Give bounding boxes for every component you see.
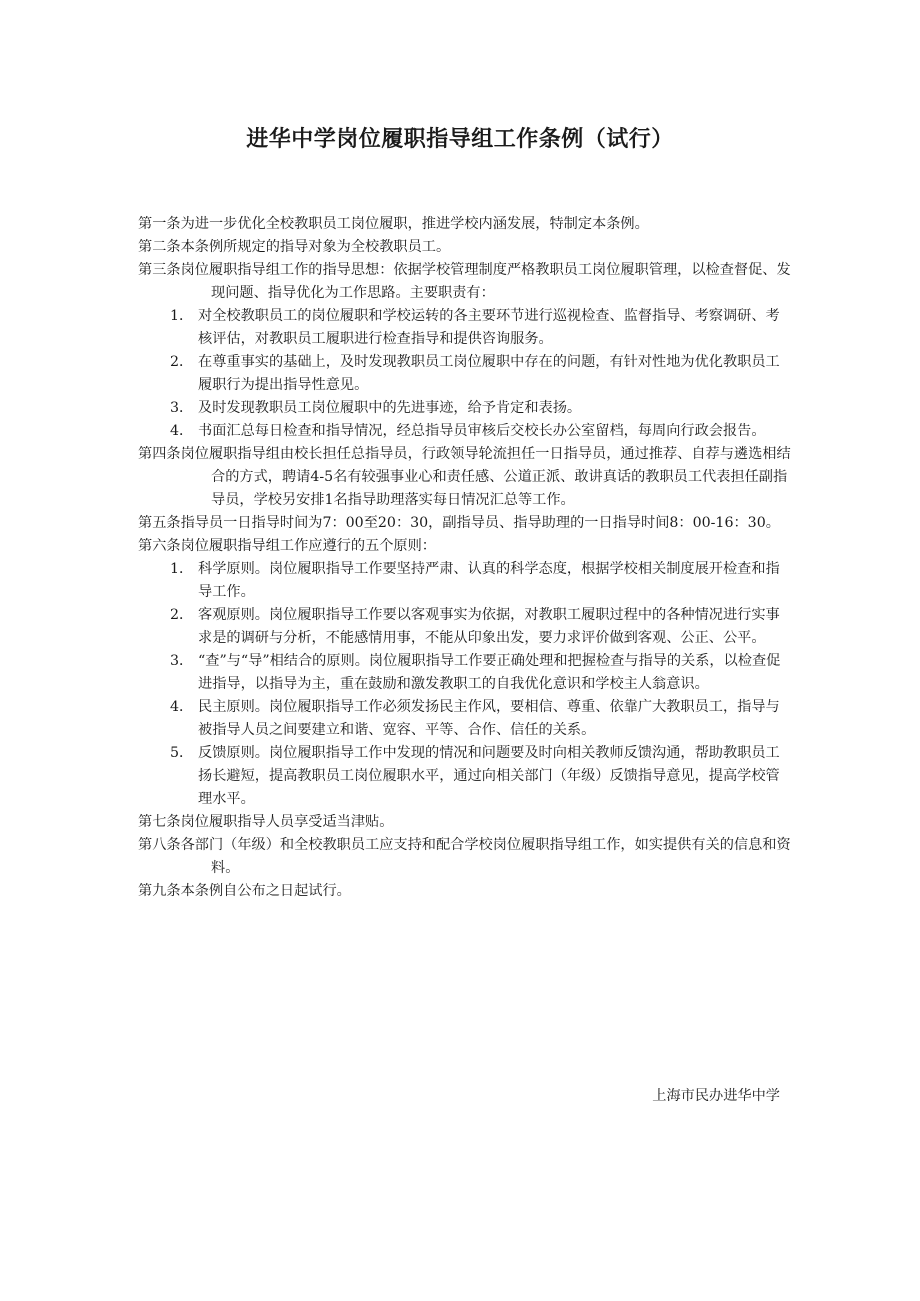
article-8: 第八条各部门（年级）和全校教职员工应支持和配合学校岗位履职指导组工作，如实提供有关的信息和资料。 xyxy=(138,837,791,876)
document-body xyxy=(138,213,793,903)
list-item-number: 1． xyxy=(170,561,194,577)
list-item-number: 3． xyxy=(170,653,194,669)
article-7: 第七条岗位履职指导人员享受适当津贴。 xyxy=(138,814,394,830)
article-5: 第五条指导员一日指导时间为7：00至20：30，副指导员、指导助理的一日指导时间8：00-16：30。 xyxy=(138,515,780,531)
list-item-number: 1． xyxy=(170,308,194,324)
article-4: 第四条岗位履职指导组由校长担任总指导员，行政领导轮流担任一日指导员，通过推荐、自荐与遴选相结合的方式，聘请4-5名有较强事业心和责任感、公道正派、敢讲真话的教职员工代表担任副指导员，学校另安排1名指导助理落实每日情况汇总等工作。 xyxy=(138,446,791,508)
article-2: 第二条本条例所规定的指导对象为全校教职员工。 xyxy=(138,239,451,255)
list-item-text: 科学原则。岗位履职指导工作要坚持严肃、认真的科学态度，根据学校相关制度展开检查和指导工作。 xyxy=(198,561,780,600)
list-item xyxy=(138,650,793,696)
document-title: 进华中学岗位履职指导组工作条例（试行） xyxy=(246,127,674,152)
list-item-number: 2． xyxy=(170,354,194,370)
list-item xyxy=(138,604,793,650)
list-item-number: 2． xyxy=(170,607,194,623)
list-item-text: 书面汇总每日检查和指导情况，经总指导员审核后交校长办公室留档，每周向行政会报告。 xyxy=(198,423,766,439)
list-item xyxy=(138,397,793,420)
list-item xyxy=(138,558,793,604)
article-3-duties-list xyxy=(138,305,793,443)
list-item-text: 对全校教职员工的岗位履职和学校运转的各主要环节进行巡视检查、监督指导、考察调研、考核评估，对教职员工履职进行检查指导和提供咨询服务。 xyxy=(198,308,780,347)
list-item-text: 客观原则。岗位履职指导工作要以客观事实为依据，对教职工履职过程中的各种情况进行实事求是的调研与分析，不能感情用事，不能从印象出发，要力求评价做到客观、公正、公平。 xyxy=(198,607,780,646)
list-item-text: 民主原则。岗位履职指导工作必须发扬民主作风，要相信、尊重、依靠广大教职员工，指导与被指导人员之间要建立和谐、宽容、平等、合作、信任的关系。 xyxy=(198,699,780,738)
issuer-signature: 上海市民办进华中学 xyxy=(652,1088,780,1104)
list-item-text: 在尊重事实的基础上，及时发现教职员工岗位履职中存在的问题，有针对性地为优化教职员工履职行为提出指导性意见。 xyxy=(198,354,780,393)
list-item xyxy=(138,305,793,351)
article-6-principles-list xyxy=(138,558,793,811)
article-1: 第一条为进一步优化全校教职员工岗位履职，推进学校内涵发展，特制定本条例。 xyxy=(138,216,649,232)
article-6: 第六条岗位履职指导组工作应遵行的五个原则： xyxy=(138,538,436,554)
list-item xyxy=(138,420,793,443)
article-3: 第三条岗位履职指导组工作的指导思想：依据学校管理制度严格教职员工岗位履职管理，以检查督促、发现问题、指导优化为工作思路。主要职责有： xyxy=(138,262,791,301)
list-item xyxy=(138,742,793,811)
list-item-number: 5． xyxy=(170,745,194,761)
list-item xyxy=(138,696,793,742)
list-item-text: 及时发现教职员工岗位履职中的先进事迹，给予肯定和表扬。 xyxy=(198,400,582,416)
list-item-text: “查”与“导”相结合的原则。岗位履职指导工作要正确处理和把握检查与指导的关系，以检查促进指导，以指导为主，重在鼓励和激发教职工的自我优化意识和学校主人翁意识。 xyxy=(198,653,781,692)
list-item-number: 3． xyxy=(170,400,194,416)
list-item xyxy=(138,351,793,397)
list-item-number: 4． xyxy=(170,699,194,715)
list-item-text: 反馈原则。岗位履职指导工作中发现的情况和问题要及时向相关教师反馈沟通，帮助教职员工扬长避短，提高教职员工岗位履职水平，通过向相关部门（年级）反馈指导意见，提高学校管理水平。 xyxy=(198,745,780,807)
article-9: 第九条本条例自公布之日起试行。 xyxy=(138,883,351,899)
list-item-number: 4． xyxy=(170,423,194,439)
